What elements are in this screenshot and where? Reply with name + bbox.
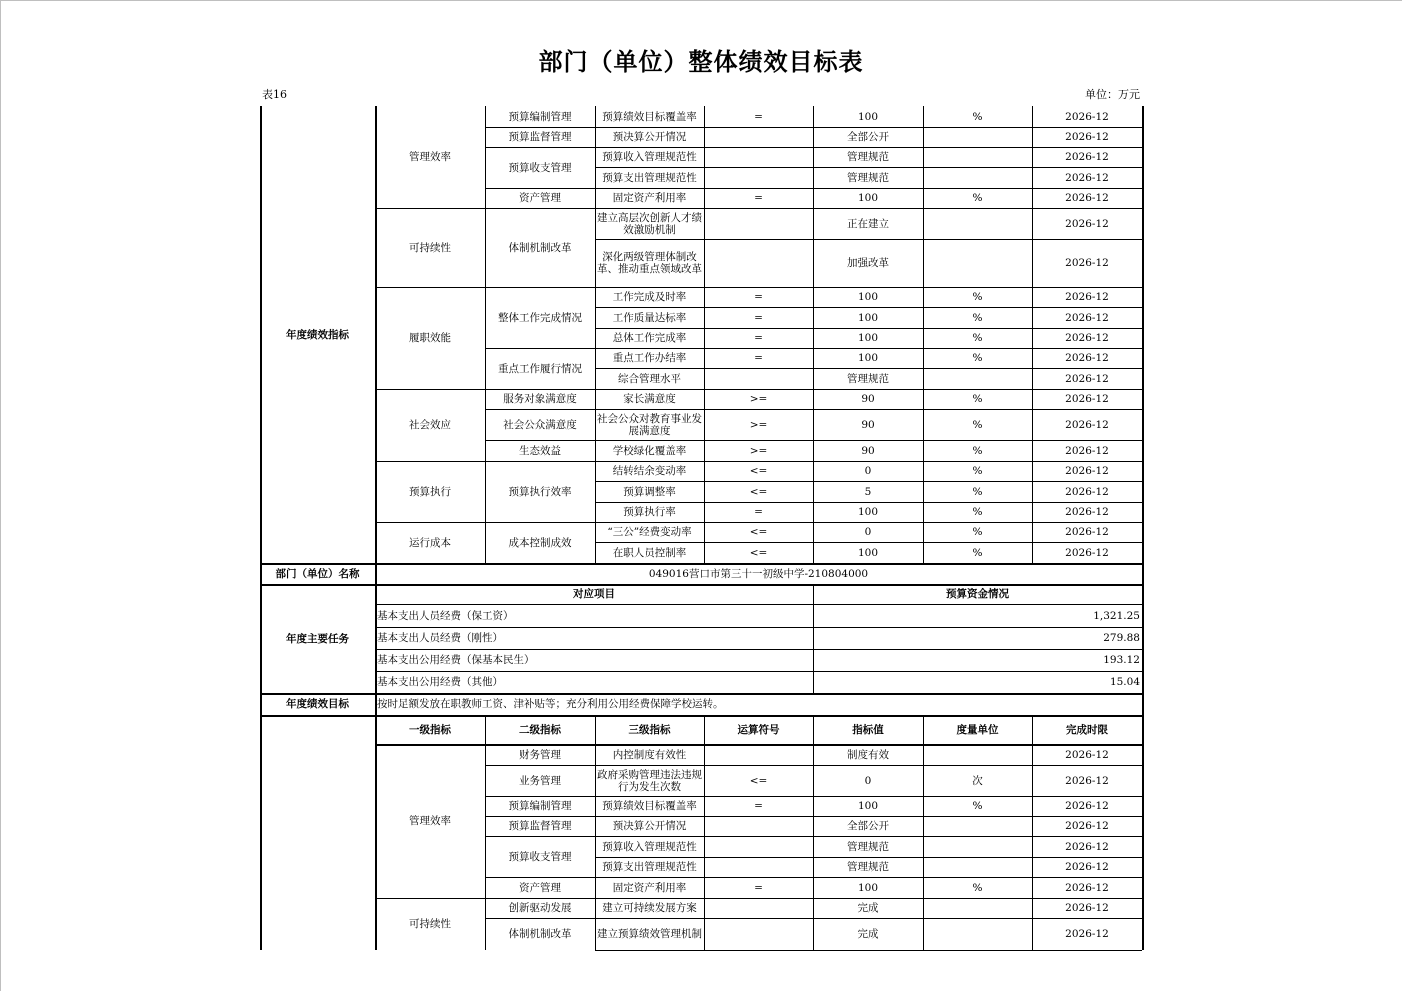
deadline-cell: 2026-12: [1065, 928, 1109, 940]
target-value-cell: 正在建立: [847, 217, 889, 230]
operator-cell: >=: [749, 393, 768, 405]
l3-indicator: 结转结余变动率: [612, 465, 687, 477]
col-header-project: 对应项目: [573, 588, 615, 600]
target-value-cell: 100: [857, 506, 879, 518]
deadline-cell: 2026-12: [1065, 748, 1109, 761]
grid-line: [375, 715, 377, 950]
deadline-cell: 2026-12: [1065, 311, 1109, 324]
operator-cell: =: [754, 506, 763, 518]
deadline-cell: 2026-12: [1065, 820, 1109, 832]
unit-cell: %: [972, 393, 983, 405]
unit-cell: [923, 147, 1032, 167]
grid-line: [813, 584, 814, 693]
tasks-label: 年度主要任务: [286, 632, 349, 645]
operator-cell: <=: [749, 465, 768, 477]
target-value-cell: 全部公开: [847, 131, 889, 143]
l2-indicator: 整体工作完成情况: [498, 311, 582, 324]
grid-line: [485, 348, 595, 349]
grid-line: [595, 106, 596, 563]
deadline-cell: 2026-12: [1065, 774, 1109, 787]
operator-cell: >=: [749, 418, 768, 431]
page-edge-top: [0, 0, 1402, 1]
grid-line: [595, 461, 1142, 462]
deadline-cell: 2026-12: [1065, 372, 1109, 385]
target-value-cell: 制度有效: [847, 748, 889, 761]
grid-line: [595, 502, 1142, 503]
unit-cell: %: [972, 110, 983, 123]
target-value-cell: 100: [857, 332, 879, 344]
deadline-cell: 2026-12: [1065, 151, 1109, 163]
grid-line: [485, 765, 595, 766]
grid-line: [485, 836, 595, 837]
l3-indicator: 固定资产利用率: [612, 881, 687, 894]
target-value-cell: 管理规范: [847, 171, 889, 184]
goal-text: 按时足额发放在职教师工资、津补贴等；充分利用公用经费保障学校运转。: [377, 698, 724, 710]
grid-line: [923, 715, 924, 950]
page-title: 部门（单位）整体绩效目标表: [538, 48, 864, 76]
grid-line: [485, 461, 595, 462]
operator-cell: =: [754, 110, 763, 123]
grid-line: [595, 348, 1142, 349]
grid-line: [595, 167, 1142, 168]
deadline-cell: 2026-12: [1065, 861, 1109, 873]
target-value-cell: 100: [857, 311, 879, 324]
target-value-cell: 0: [864, 465, 872, 477]
target-value-cell: 90: [861, 444, 875, 457]
grid-line: [595, 918, 1142, 919]
target-value-cell: 管理规范: [847, 861, 889, 873]
l2-indicator: 预算收支管理: [508, 850, 572, 863]
grid-line: [260, 563, 262, 584]
col-header-l1: 一级指标: [409, 723, 451, 736]
deadline-cell: 2026-12: [1065, 485, 1109, 498]
deadline-cell: 2026-12: [1065, 352, 1109, 364]
l1-indicator: 可持续性: [409, 918, 451, 930]
dept-name-value: 049016营口市第三十一初级中学-210804000: [648, 567, 869, 580]
l1-indicator: 可持续性: [409, 241, 451, 254]
col-header-l3: 三级指标: [628, 723, 671, 736]
grid-line: [485, 918, 595, 919]
grid-line: [375, 604, 1142, 605]
unit-cell: %: [972, 465, 983, 477]
grid-line: [375, 106, 377, 563]
deadline-cell: 2026-12: [1065, 393, 1109, 405]
l3-indicator: 总体工作完成率: [612, 332, 687, 344]
unit-cell: %: [972, 546, 983, 559]
l1-indicator: 社会效应: [409, 419, 451, 431]
grid-line: [1142, 584, 1144, 693]
grid-line: [595, 287, 1142, 288]
table-left-edge: [260, 106, 262, 563]
grid-line: [595, 239, 1142, 240]
grid-line: [485, 208, 595, 209]
l3-indicator: 深化两级管理体制改革、推动重点领域改革: [597, 251, 702, 275]
unit-cell: [923, 744, 1032, 765]
l3-indicator: 工作质量达标率: [612, 311, 687, 324]
section-label-annual-indicators: 年度绩效指标: [286, 328, 349, 341]
grid-line: [595, 898, 1142, 899]
grid-line: [595, 440, 1142, 441]
l2-indicator: 社会公众满意度: [503, 418, 577, 431]
l3-indicator: 预算绩效目标覆盖率: [602, 800, 697, 812]
table-left-edge: [260, 715, 262, 950]
unit-cell: %: [972, 526, 983, 538]
dept-name-label: 部门（单位）名称: [275, 567, 360, 580]
l2-indicator: 业务管理: [519, 774, 561, 787]
operator-cell: =: [754, 291, 763, 303]
unit-cell: %: [972, 881, 983, 894]
grid-line: [485, 147, 595, 148]
grid-line: [595, 368, 1142, 369]
target-value-cell: 100: [857, 800, 879, 812]
l3-indicator: 建立预算绩效管理机制: [597, 928, 702, 940]
l2-indicator: 预算监督管理: [508, 131, 572, 143]
task-project-name: 基本支出公用经费（其他）: [377, 676, 503, 688]
target-value-cell: 100: [857, 546, 879, 559]
l2-indicator: 预算监督管理: [508, 820, 572, 832]
grid-line: [595, 857, 1142, 858]
operator-cell: [704, 744, 813, 765]
unit-cell: %: [972, 352, 983, 364]
l2-indicator: 资产管理: [519, 192, 561, 204]
grid-line: [595, 950, 1142, 951]
l3-indicator: 预算绩效目标覆盖率: [602, 110, 697, 123]
grid-line: [595, 389, 1142, 390]
operator-cell: [704, 208, 813, 239]
grid-line: [485, 522, 595, 523]
operator-cell: [704, 918, 813, 950]
grid-line: [375, 522, 485, 523]
target-value-cell: 100: [857, 192, 879, 204]
deadline-cell: 2026-12: [1065, 546, 1109, 559]
table-right-edge: [1142, 106, 1144, 563]
l2-indicator: 资产管理: [519, 881, 561, 894]
deadline-cell: 2026-12: [1065, 840, 1109, 853]
grid-line: [923, 106, 924, 563]
deadline-cell: 2026-12: [1065, 217, 1109, 230]
deadline-cell: 2026-12: [1065, 110, 1109, 123]
deadline-cell: 2026-12: [1065, 444, 1109, 457]
deadline-cell: 2026-12: [1065, 192, 1109, 204]
grid-line: [704, 106, 705, 563]
col-header-unit: 度量单位: [956, 723, 999, 736]
grid-line: [595, 328, 1142, 329]
unit-cell: [923, 857, 1032, 877]
deadline-cell: 2026-12: [1065, 332, 1109, 344]
deadline-cell: 2026-12: [1065, 902, 1109, 914]
grid-line: [1142, 563, 1144, 584]
l3-indicator: 预算支出管理规范性: [602, 861, 697, 873]
operator-cell: <=: [749, 526, 768, 538]
unit-cell: [923, 918, 1032, 950]
task-budget-amount: 1,321.25: [1093, 609, 1140, 622]
goal-label: 年度绩效目标: [286, 698, 349, 710]
l2-indicator: 预算编制管理: [508, 110, 572, 123]
grid-line: [485, 877, 595, 878]
l2-indicator: 重点工作履行情况: [498, 362, 582, 375]
operator-cell: =: [754, 192, 763, 204]
l3-indicator: 内控制度有效性: [612, 748, 687, 761]
l1-indicator: 管理效率: [409, 815, 451, 827]
l2-indicator: 预算执行效率: [508, 485, 572, 498]
grid-line: [485, 715, 486, 950]
grid-line: [375, 461, 485, 462]
grid-line: [595, 796, 1142, 797]
col-header-time: 完成时限: [1066, 723, 1108, 736]
operator-cell: <=: [749, 774, 768, 787]
l3-indicator: 预算收入管理规范性: [602, 151, 697, 163]
deadline-cell: 2026-12: [1065, 506, 1109, 518]
grid-line: [595, 127, 1142, 128]
grid-line: [485, 188, 595, 189]
grid-line: [1142, 693, 1144, 715]
unit-cell: %: [972, 291, 983, 303]
grid-line: [375, 389, 485, 390]
target-value-cell: 100: [857, 110, 879, 123]
target-value-cell: 完成: [857, 928, 879, 940]
operator-cell: [704, 239, 813, 287]
grid-line: [375, 649, 1142, 650]
grid-line: [704, 715, 705, 950]
grid-line: [375, 898, 485, 899]
l3-indicator: 社会公众对教育事业发展满意度: [597, 412, 702, 437]
l1-indicator: 运行成本: [409, 536, 451, 549]
l2-indicator: 体制机制改革: [508, 928, 572, 940]
deadline-cell: 2026-12: [1065, 881, 1109, 894]
unit-cell: [923, 368, 1032, 389]
target-value-cell: 管理规范: [847, 151, 889, 163]
unit-cell: 次: [972, 774, 983, 787]
grid-line: [595, 307, 1142, 308]
grid-line: [485, 898, 595, 899]
operator-cell: <=: [749, 546, 768, 559]
grid-line: [375, 563, 377, 584]
grid-line: [485, 796, 595, 797]
task-budget-amount: 193.12: [1103, 654, 1140, 666]
unit-cell: [923, 816, 1032, 836]
task-budget-amount: 279.88: [1103, 632, 1140, 644]
l2-indicator: 成本控制成效: [508, 536, 572, 549]
target-value-cell: 90: [861, 418, 875, 431]
grid-line: [485, 127, 595, 128]
grid-line: [1032, 715, 1033, 950]
target-value-cell: 100: [857, 291, 879, 303]
operator-cell: [704, 167, 813, 188]
l3-indicator: 政府采购管理违法违规行为发生次数: [597, 768, 702, 793]
grid-line: [595, 715, 596, 950]
col-header-op: 运算符号: [737, 723, 780, 736]
l1-indicator: 管理效率: [409, 151, 451, 163]
unit-cell: [923, 239, 1032, 287]
l3-indicator: 固定资产利用率: [612, 192, 687, 204]
l1-indicator: 预算执行: [409, 485, 451, 498]
operator-cell: =: [754, 332, 763, 344]
deadline-cell: 2026-12: [1065, 257, 1109, 269]
l2-indicator: 财务管理: [519, 748, 561, 761]
deadline-cell: 2026-12: [1065, 465, 1109, 477]
deadline-cell: 2026-12: [1065, 800, 1109, 812]
unit-cell: [923, 208, 1032, 239]
l2-indicator: 服务对象满意度: [503, 393, 577, 405]
col-header-value: 指标值: [852, 723, 884, 736]
col-header-budget: 预算资金情况: [946, 588, 1009, 600]
target-value-cell: 5: [864, 485, 872, 498]
l1-indicator: 履职效能: [409, 332, 451, 344]
l3-indicator: 工作完成及时率: [612, 291, 687, 303]
operator-cell: =: [754, 311, 763, 324]
grid-line: [260, 584, 262, 693]
task-project-name: 基本支出公用经费（保基本民生）: [377, 654, 535, 666]
grid-line: [485, 287, 595, 288]
target-value-cell: 100: [857, 352, 879, 364]
operator-cell: >=: [749, 444, 768, 457]
operator-cell: [704, 127, 813, 147]
l3-indicator: 预算支出管理规范性: [602, 171, 697, 184]
l3-indicator: 建立高层次创新人才绩效激励机制: [597, 211, 702, 236]
grid-line: [595, 522, 1142, 523]
deadline-cell: 2026-12: [1065, 418, 1109, 431]
unit-cell: %: [972, 485, 983, 498]
l3-indicator: 建立可持续发展方案: [602, 902, 697, 914]
l3-indicator: 家长满意度: [623, 393, 676, 405]
l2-indicator: 生态效益: [519, 444, 561, 457]
grid-line: [485, 440, 595, 441]
operator-cell: [704, 816, 813, 836]
target-value-cell: 0: [864, 526, 872, 538]
l3-indicator: 预决算公开情况: [612, 131, 687, 143]
grid-line: [260, 693, 262, 715]
grid-line: [595, 208, 1142, 209]
grid-line: [595, 188, 1142, 189]
grid-line: [375, 671, 1142, 672]
operator-cell: =: [754, 881, 763, 894]
grid-line: [375, 627, 1142, 628]
unit-cell: [923, 167, 1032, 188]
task-project-name: 基本支出人员经费（保工资）: [377, 609, 514, 622]
l3-indicator: 预决算公开情况: [612, 820, 687, 832]
l2-indicator: 创新驱动发展: [508, 902, 572, 914]
operator-cell: [704, 898, 813, 918]
l3-indicator: 综合管理水平: [618, 372, 681, 385]
l2-indicator: 体制机制改革: [508, 241, 572, 254]
operator-cell: =: [754, 800, 763, 812]
l3-indicator: 预算收入管理规范性: [602, 840, 697, 853]
deadline-cell: 2026-12: [1065, 131, 1109, 143]
col-header-l2: 二级指标: [519, 723, 561, 736]
grid-line: [485, 409, 595, 410]
grid-line: [595, 481, 1142, 482]
unit-cell: %: [972, 311, 983, 324]
target-value-cell: 0: [864, 774, 872, 787]
target-value-cell: 管理规范: [847, 372, 889, 385]
grid-line: [595, 409, 1142, 410]
unit-cell: %: [972, 332, 983, 344]
target-value-cell: 加强改革: [847, 257, 889, 269]
operator-cell: =: [754, 352, 763, 364]
l3-indicator: 学校绿化覆盖率: [612, 444, 687, 457]
l2-indicator: 预算收支管理: [508, 161, 572, 174]
unit-cell: %: [972, 800, 983, 812]
unit-cell: %: [972, 506, 983, 518]
grid-line: [375, 584, 377, 693]
grid-line: [595, 542, 1142, 543]
grid-line: [595, 836, 1142, 837]
grid-line: [1032, 106, 1033, 563]
grid-line: [485, 106, 486, 563]
deadline-cell: 2026-12: [1065, 291, 1109, 303]
target-value-cell: 管理规范: [847, 840, 889, 853]
l3-indicator: 预算调整率: [623, 485, 676, 498]
unit-label: 单位：万元: [1085, 88, 1140, 101]
table-id: 表16: [262, 88, 287, 101]
operator-cell: [704, 368, 813, 389]
grid-line: [595, 877, 1142, 878]
unit-cell: [923, 127, 1032, 147]
grid-line: [485, 389, 595, 390]
grid-line: [813, 106, 814, 563]
operator-cell: <=: [749, 485, 768, 498]
target-value-cell: 90: [861, 393, 875, 405]
target-value-cell: 全部公开: [847, 820, 889, 832]
l2-indicator: 预算编制管理: [508, 800, 572, 812]
grid-line: [375, 208, 485, 209]
l3-indicator: 预算执行率: [623, 506, 676, 518]
deadline-cell: 2026-12: [1065, 171, 1109, 184]
l3-indicator: 在职人员控制率: [612, 546, 687, 559]
table-right-edge: [1142, 715, 1144, 950]
unit-cell: %: [972, 444, 983, 457]
task-project-name: 基本支出人员经费（刚性）: [377, 632, 503, 644]
grid-line: [595, 816, 1142, 817]
unit-cell: [923, 898, 1032, 918]
target-value-cell: 完成: [857, 902, 879, 914]
operator-cell: [704, 147, 813, 167]
deadline-cell: 2026-12: [1065, 526, 1109, 538]
grid-line: [595, 147, 1142, 148]
grid-line: [813, 715, 814, 950]
grid-line: [375, 287, 485, 288]
unit-cell: %: [972, 192, 983, 204]
unit-cell: %: [972, 418, 983, 431]
operator-cell: [704, 836, 813, 857]
grid-line: [375, 693, 377, 715]
page-edge-left: [0, 0, 1, 991]
grid-line: [595, 765, 1142, 766]
l3-indicator: 重点工作办结率: [612, 352, 687, 364]
unit-cell: [923, 836, 1032, 857]
task-budget-amount: 15.04: [1109, 676, 1140, 688]
l3-indicator: “三公”经费变动率: [607, 526, 692, 538]
target-value-cell: 100: [857, 881, 879, 894]
grid-line: [485, 816, 595, 817]
operator-cell: [704, 857, 813, 877]
